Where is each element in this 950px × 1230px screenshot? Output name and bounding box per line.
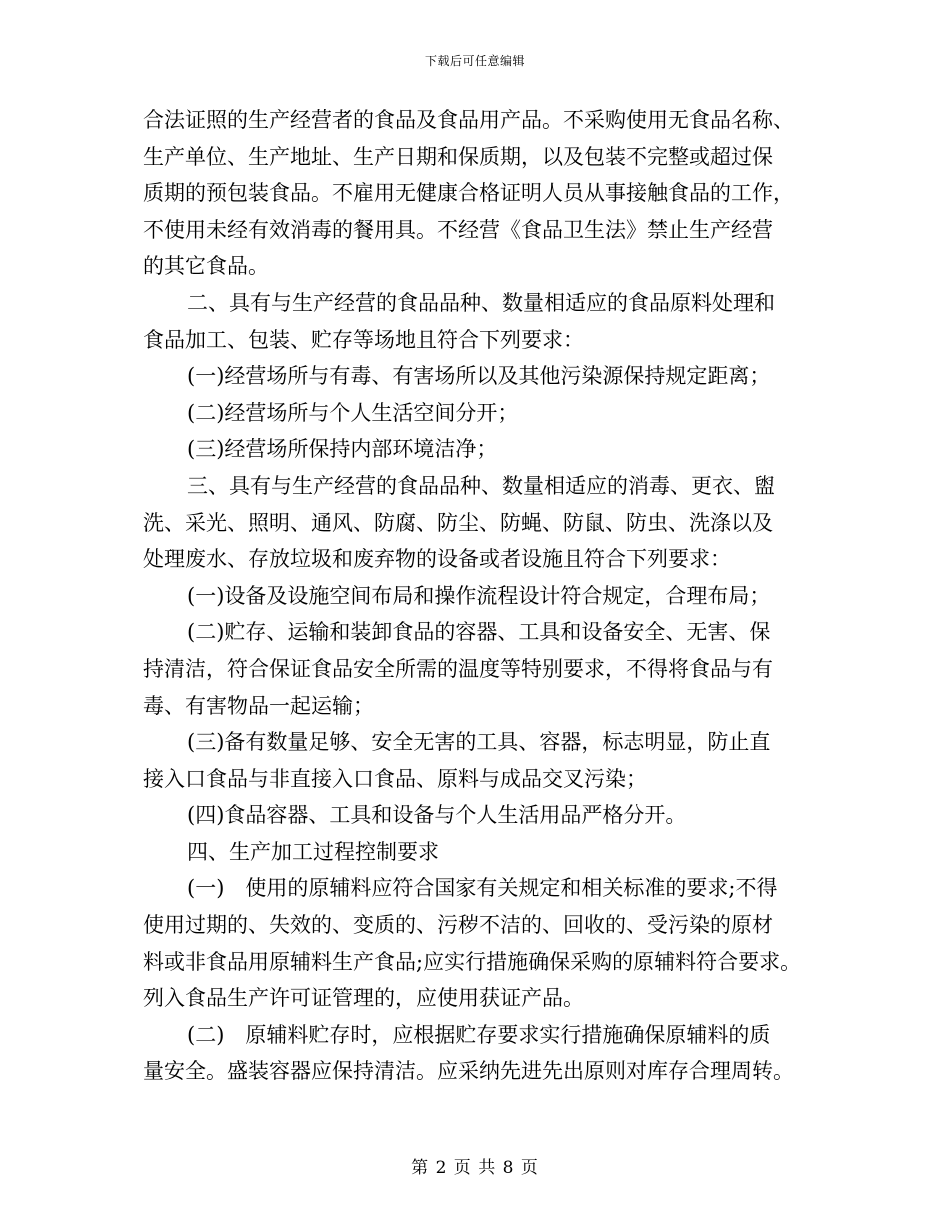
body-line: 处理废水、存放垃圾和废弃物的设备或者设施且符合下列要求：: [143, 547, 731, 572]
page-footer: 第 2 页 共 8 页: [411, 1158, 539, 1178]
body-line: 食品加工、包装、贮存等场地且符合下列要求：: [143, 327, 584, 352]
body-line: (三)经营场所保持内部环境洁净；: [187, 437, 498, 462]
body-line: 使用过期的、失效的、变质的、污秽不洁的、回收的、受污染的原材: [143, 913, 773, 938]
body-line: 生产单位、生产地址、生产日期和保质期，以及包装不完整或超过保: [143, 144, 773, 169]
body-line: 合法证照的生产经营者的食品及食品用产品。不采购使用无食品名称、: [143, 108, 794, 132]
body-line: 持清洁，符合保证食品安全所需的温度等特别要求，不得将食品与有: [143, 656, 773, 681]
body-line: 接入口食品与非直接入口食品、原料与成品交叉污染；: [143, 766, 647, 791]
body-line: (一)设备及设施空间布局和操作流程设计符合规定，合理布局；: [187, 583, 771, 608]
body-line: (二) 原辅料贮存时，应根据贮存要求实行措施确保原辅料的质: [187, 1022, 771, 1047]
body-line: 量安全。盛装容器应保持清洁。应采纳先进先出原则对库存合理周转。: [143, 1059, 794, 1084]
page-header: 下载后可任意编辑: [424, 54, 525, 68]
body-line: 不使用未经有效消毒的餐用具。不经营《食品卫生法》禁止生产经营: [143, 217, 773, 242]
body-line: 毒、有害物品一起运输；: [143, 693, 374, 718]
body-line: 料或非食品用原辅料生产食品;应实行措施确保采购的原辅料符合要求。: [143, 949, 802, 974]
body-line: (三)备有数量足够、安全无害的工具、容器，标志明显，防止直: [187, 730, 771, 755]
body-line: (四)食品容器、工具和设备与个人生活用品严格分开。: [187, 803, 687, 828]
body-line: 列入食品生产许可证管理的，应使用获证产品。: [143, 986, 584, 1011]
body-line: (二)经营场所与个人生活空间分开；: [187, 400, 519, 425]
body-line: 质期的预包装食品。不雇用无健康合格证明人员从事接触食品的工作，: [143, 181, 794, 206]
body-line: (二)贮存、运输和装卸食品的容器、工具和设备安全、无害、保: [187, 620, 771, 645]
body-line: 二、具有与生产经营的食品品种、数量相适应的食品原料处理和: [187, 290, 775, 315]
body-line: (一) 使用的原辅料应符合国家有关规定和相关标准的要求;不得: [187, 876, 778, 901]
body-line: 的其它食品。: [143, 254, 269, 279]
body-line: (一)经营场所与有毒、有害场所以及其他污染源保持规定距离；: [187, 364, 771, 389]
body-line: 洗、采光、照明、通风、防腐、防尘、防蝇、防鼠、防虫、洗涤以及: [143, 510, 773, 535]
body-line: 三、具有与生产经营的食品品种、数量相适应的消毒、更衣、盥: [187, 473, 775, 498]
body-line: 四、生产加工过程控制要求: [187, 839, 439, 864]
document-body: [143, 102, 823, 1090]
